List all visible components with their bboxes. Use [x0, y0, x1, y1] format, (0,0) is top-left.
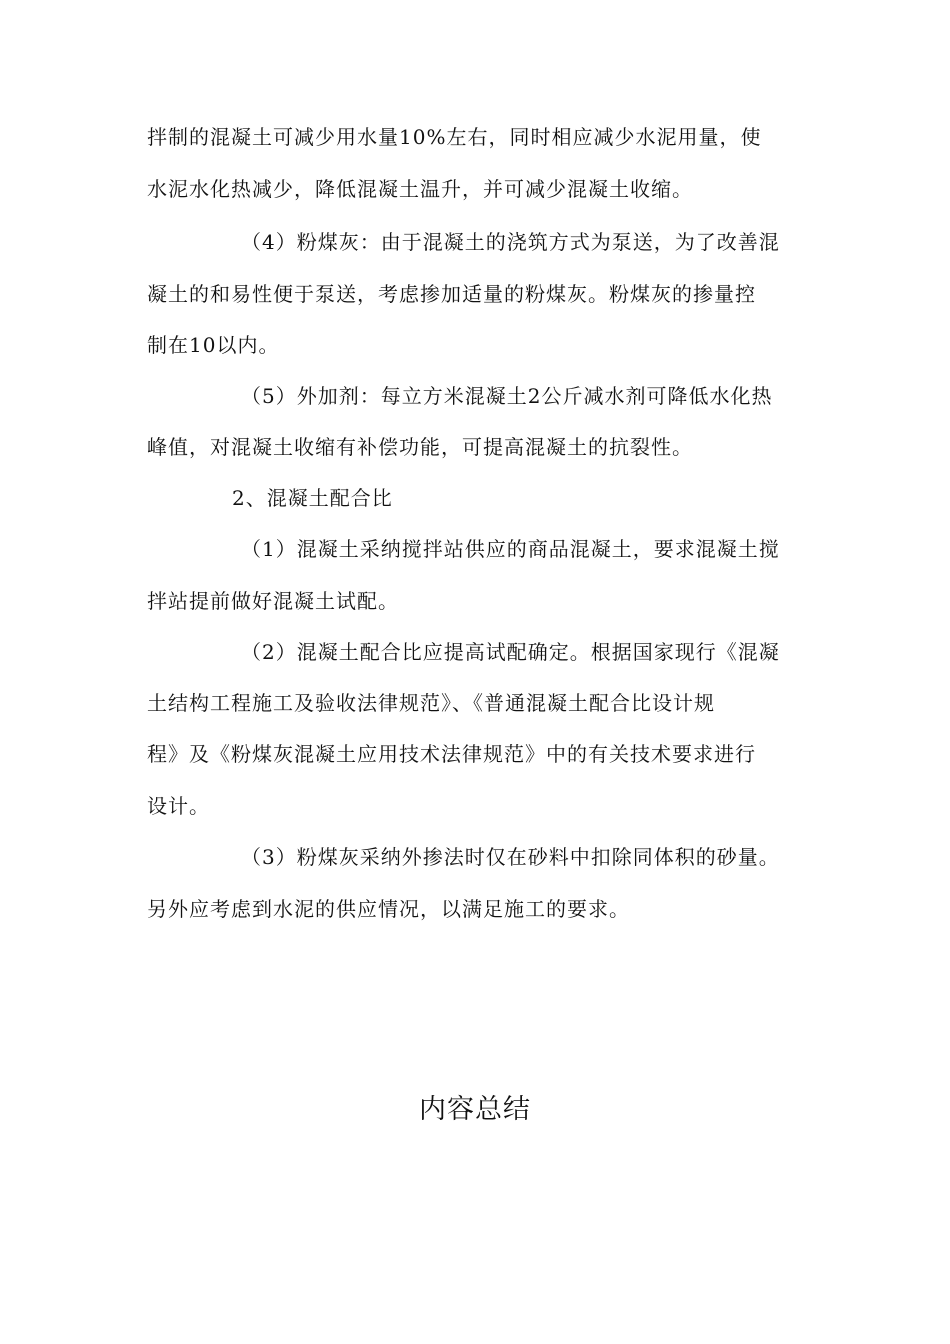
paragraph-line: 凝土的和易性便于泵送，考虑掺加适量的粉煤灰。粉煤灰的掺量控	[147, 282, 756, 306]
paragraph-line: （3）粉煤灰采纳外掺法时仅在砂料中扣除同体积的砂量。	[241, 845, 780, 869]
paragraph-line: （2）混凝土配合比应提高试配确定。根据国家现行《混凝	[241, 640, 780, 664]
paragraph-line: 土结构工程施工及验收法律规范》、《普通混凝土配合比设计规	[147, 691, 715, 715]
paragraph-line: 拌制的混凝土可减少用水量10%左右，同时相应减少水泥用量，使	[147, 125, 762, 149]
paragraph-line: 设计。	[147, 794, 210, 818]
paragraph-line: 水泥水化热减少，降低混凝土温升，并可减少混凝土收缩。	[147, 177, 693, 201]
paragraph-line: （4）粉煤灰：由于混凝土的浇筑方式为泵送，为了改善混	[241, 230, 780, 254]
paragraph-line: 拌站提前做好混凝土试配。	[147, 589, 399, 613]
summary-title: 内容总结	[419, 1094, 531, 1125]
paragraph-line: 制在10以内。	[147, 333, 280, 357]
section-heading: 2、混凝土配合比	[232, 486, 393, 510]
paragraph-line: 另外应考虑到水泥的供应情况，以满足施工的要求。	[147, 897, 630, 921]
paragraph-line: 程》及《粉煤灰混凝土应用技术法律规范》中的有关技术要求进行	[147, 742, 756, 766]
paragraph-line: 峰值，对混凝土收缩有补偿功能，可提高混凝土的抗裂性。	[147, 435, 693, 459]
paragraph-line: （5）外加剂：每立方米混凝土2公斤减水剂可降低水化热	[241, 384, 773, 408]
paragraph-line: （1）混凝土采纳搅拌站供应的商品混凝土，要求混凝土搅	[241, 537, 780, 561]
